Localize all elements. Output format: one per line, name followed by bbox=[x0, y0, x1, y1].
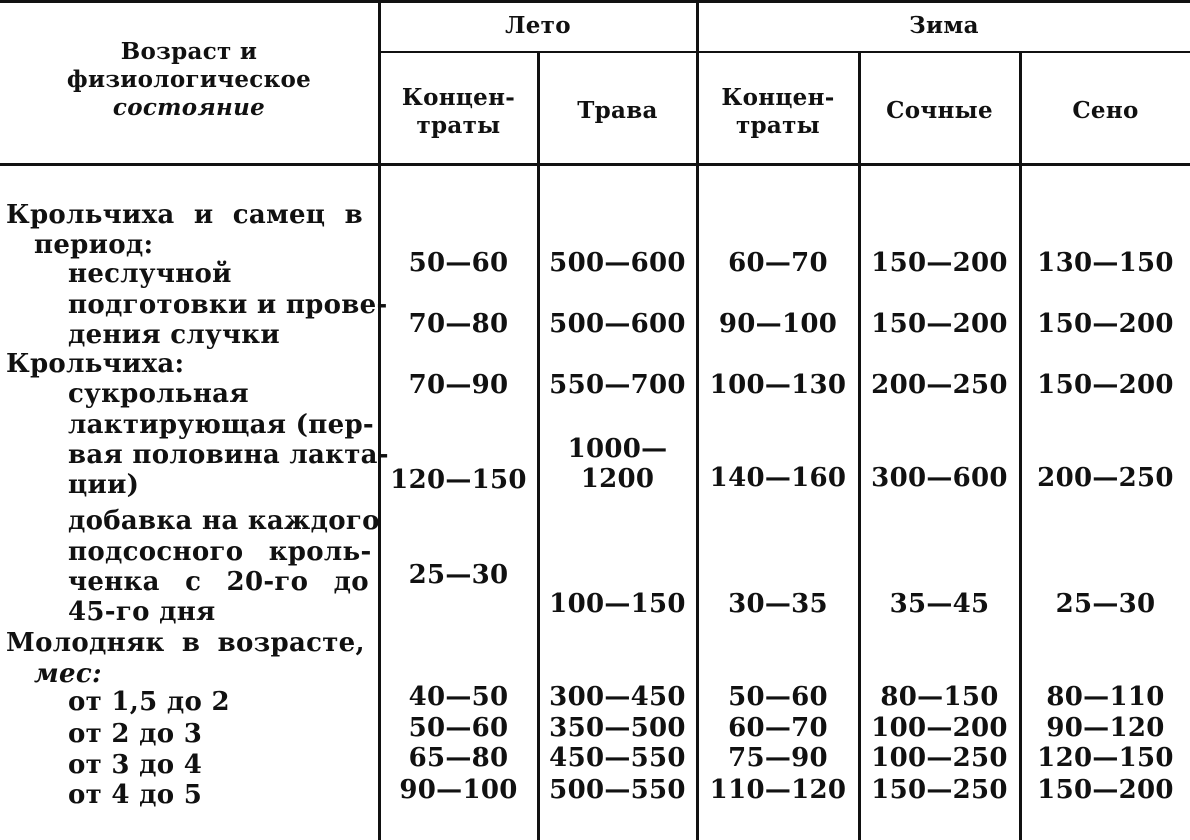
label-line: период: bbox=[34, 230, 154, 260]
cell: 100—150 bbox=[549, 589, 686, 619]
cell: 75—90 bbox=[728, 743, 828, 773]
label-line: Крольчиха и самец в bbox=[6, 200, 364, 230]
cell: 40—50 bbox=[408, 682, 509, 712]
cell: 300—600 bbox=[871, 463, 1008, 493]
cell: 100—250 bbox=[871, 743, 1008, 773]
label-line: от 3 до 4 bbox=[68, 750, 203, 780]
header-summer-concentrates: Концен- траты bbox=[401, 84, 516, 139]
header-winter: Зима bbox=[909, 12, 979, 39]
label-line: неслучной bbox=[68, 259, 232, 289]
cell: 60—70 bbox=[728, 248, 828, 278]
cell: 65—80 bbox=[408, 743, 509, 773]
cell: 130—150 bbox=[1037, 248, 1174, 278]
cell: 150—200 bbox=[1037, 370, 1174, 400]
cell: 150—250 bbox=[871, 775, 1008, 805]
cell: 450—550 bbox=[549, 743, 686, 773]
cell: 100—130 bbox=[709, 370, 847, 400]
cell: 140—160 bbox=[709, 463, 847, 493]
cell: 1000— 1200 bbox=[567, 434, 668, 494]
label-line: дения случки bbox=[68, 320, 280, 350]
cell: 150—200 bbox=[871, 248, 1008, 278]
cell: 50—60 bbox=[728, 682, 828, 712]
cell: 550—700 bbox=[549, 370, 686, 400]
label-line: добавка на каждого bbox=[68, 506, 380, 536]
cell: 60—70 bbox=[728, 713, 828, 743]
header-summer: Лето bbox=[505, 12, 571, 39]
cell: 50—60 bbox=[408, 713, 509, 743]
cell: 80—150 bbox=[880, 682, 999, 712]
label-line: лактирующая (пер- bbox=[68, 410, 375, 440]
label-line: от 4 до 5 bbox=[68, 780, 203, 810]
header-winter-concentrates: Концен- траты bbox=[721, 84, 835, 139]
cell: 350—500 bbox=[549, 713, 686, 743]
cell: 500—600 bbox=[549, 248, 686, 278]
label-line: вая половина лакта- bbox=[68, 440, 389, 470]
cell: 120—150 bbox=[1037, 743, 1174, 773]
cell: 200—250 bbox=[1037, 463, 1174, 493]
header-bottom-rule bbox=[0, 163, 1190, 166]
cell: 150—200 bbox=[1037, 309, 1174, 339]
cell: 90—100 bbox=[718, 309, 838, 339]
cell: 120—150 bbox=[390, 465, 527, 495]
cell: 80—110 bbox=[1046, 682, 1165, 712]
cell: 300—450 bbox=[549, 682, 686, 712]
label-line: ции) bbox=[68, 470, 140, 500]
cell: 50—60 bbox=[408, 248, 509, 278]
cell: 150—200 bbox=[871, 309, 1008, 339]
label-line: мес: bbox=[34, 659, 102, 689]
cell: 90—120 bbox=[1046, 713, 1165, 743]
label-line: Крольчиха: bbox=[6, 349, 185, 379]
label-line: 45-го дня bbox=[68, 597, 216, 627]
label-line: подготовки и прове- bbox=[68, 290, 388, 320]
cell: 500—600 bbox=[549, 309, 686, 339]
cell: 150—200 bbox=[1037, 775, 1174, 805]
header-succulent: Сочные bbox=[886, 97, 993, 124]
header-grass: Трава bbox=[577, 97, 658, 124]
cell: 100—200 bbox=[871, 713, 1008, 743]
cell: 30—35 bbox=[728, 589, 828, 619]
season-rule bbox=[380, 51, 1190, 53]
cell: 200—250 bbox=[871, 370, 1008, 400]
cell: 110—120 bbox=[709, 775, 847, 805]
cell: 70—90 bbox=[408, 370, 509, 400]
cell: 35—45 bbox=[889, 589, 990, 619]
cell: 25—30 bbox=[1055, 589, 1156, 619]
label-line: подсосного кроль- bbox=[68, 537, 372, 567]
cell: 70—80 bbox=[408, 309, 509, 339]
label-line: Молодняк в возрасте, bbox=[6, 628, 365, 658]
label-line: от 2 до 3 bbox=[68, 719, 203, 749]
label-line: ченка с 20-го до bbox=[68, 567, 369, 597]
cell: 90—100 bbox=[399, 775, 518, 805]
label-line: от 1,5 до 2 bbox=[68, 687, 230, 717]
header-age: Возраст и физиологическое состояние bbox=[66, 38, 312, 121]
cell: 500—550 bbox=[549, 775, 686, 805]
top-rule bbox=[0, 0, 1190, 3]
cell: 25—30 bbox=[408, 560, 509, 590]
header-hay: Сено bbox=[1072, 97, 1139, 124]
label-line: сукрольная bbox=[68, 379, 249, 409]
